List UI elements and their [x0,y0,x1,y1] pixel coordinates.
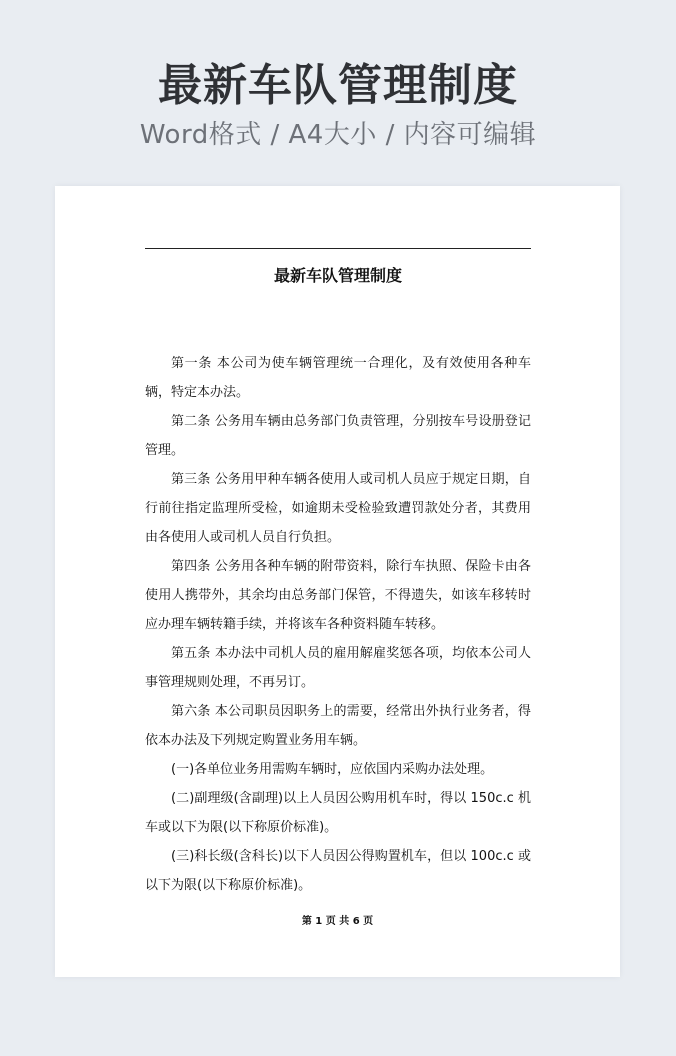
article-6: 第六条 本公司职员因职务上的需要，经常出外执行业务者，得依本办法及下列规定购置业务用车辆。 [145,704,531,748]
article-3: 第三条 公务用甲种车辆各使用人或司机人员应于规定日期，自行前往指定监理所受检，如逾期未受检验致遭罚款处分者，其费用由各使用人或司机人员自行负担。 [145,472,531,545]
list-item-2: (二)副理级(含副理)以上人员因公购用机车时，得以 150c.c 机车或以下为限(以下称原价标准)。 [145,791,531,835]
document-page [55,186,620,977]
banner [0,0,676,180]
banner-subtitle: Word格式 / A4大小 / 内容可编辑 [139,120,537,150]
document-body [145,349,531,900]
page-footer: 第 1 页 共 6 页 [301,916,374,927]
article-2: 第二条 公务用车辆由总务部门负责管理，分别按车号设册登记管理。 [145,414,531,458]
document-title: 最新车队管理制度 [273,266,402,285]
list-item-3: (三)科长级(含科长)以下人员因公得购置机车，但以 100c.c 或以下为限(以下称原价标准)。 [145,849,531,893]
banner-title: 最新车队管理制度 [158,60,518,111]
header-rule [145,248,531,249]
article-1: 第一条 本公司为使车辆管理统一合理化，及有效使用各种车辆，特定本办法。 [145,356,531,400]
article-4: 第四条 公务用各种车辆的附带资料，除行车执照、保险卡由各使用人携带外，其余均由总务部门保管，不得遗失，如该车移转时应办理车辆转籍手续，并将该车各种资料随车转移。 [145,559,531,632]
article-5: 第五条 本办法中司机人员的雇用解雇奖惩各项，均依本公司人事管理规则处理，不再另订。 [145,646,531,690]
list-item-1: (一)各单位业务用需购车辆时，应依国内采购办法处理。 [171,762,494,777]
